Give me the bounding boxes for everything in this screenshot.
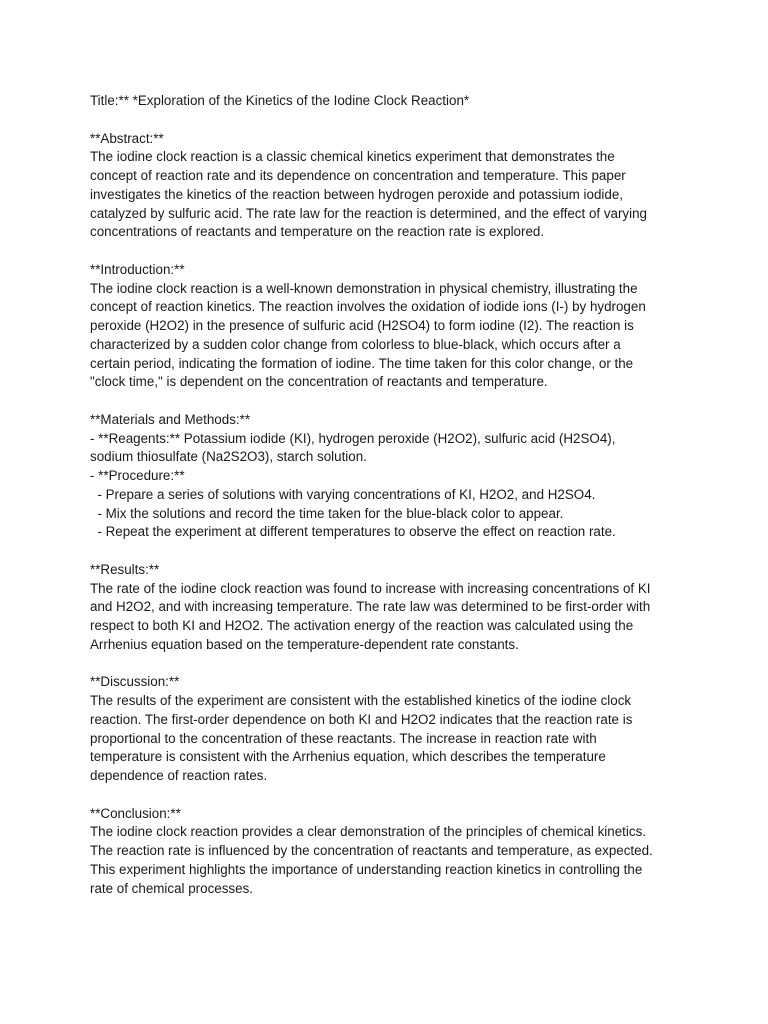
introduction-line: The iodine clock reaction is a well-known demonstration in physical chemistry, illustrating the: [90, 280, 638, 296]
spacer: [90, 542, 690, 561]
document-title: Title:** *Exploration of the Kinetics of the Iodine Clock Reaction*: [90, 93, 470, 108]
conclusion-line: The iodine clock reaction provides a clear demonstration of the principles of chemical kinetics.: [90, 824, 646, 840]
conclusion-line: This experiment highlights the importance of understanding reaction kinetics in controlling the: [90, 861, 643, 877]
procedure-step: - Repeat the experiment at different temperatures to observe the effect on reaction rate.: [90, 524, 616, 540]
abstract-line: concentrations of reactants and temperature on the reaction rate is explored.: [90, 224, 545, 240]
section-heading-results: **Results:**: [90, 561, 160, 577]
introduction-line: peroxide (H2O2) in the presence of sulfuric acid (H2SO4) to form iodine (I2). The reaction is: [90, 318, 634, 333]
spacer: [90, 111, 690, 130]
introduction-section: [90, 261, 690, 392]
introduction-line: "clock time," is dependent on the concentration of reactants and temperature.: [90, 374, 548, 390]
materials-line: sodium thiosulfate (Na2S2O3), starch solution.: [90, 449, 367, 465]
abstract-line: concept of reaction rate and its dependence on concentration and temperature. This paper: [90, 168, 626, 183]
discussion-section: [90, 673, 690, 786]
abstract-line: investigates the kinetics of the reaction between hydrogen peroxide and potassium iodide,: [90, 186, 623, 202]
introduction-line: concept of reaction kinetics. The reaction involves the oxidation of iodide ions (I-) by hydrogen: [90, 299, 646, 315]
document-page: [90, 92, 690, 898]
introduction-line: characterized by a sudden color change from colorless to blue-black, which occurs after a: [90, 336, 621, 352]
discussion-line: reaction. The first-order dependence on both KI and H2O2 indicates that the reaction rate is: [90, 711, 633, 727]
spacer: [90, 655, 690, 674]
conclusion-section: [90, 805, 690, 899]
results-section: [90, 561, 690, 655]
procedure-step: - Mix the solutions and record the time taken for the blue-black color to appear.: [90, 505, 564, 521]
materials-section: [90, 411, 690, 542]
discussion-line: The results of the experiment are consistent with the established kinetics of the iodine clock: [90, 693, 632, 708]
discussion-line: proportional to the concentration of these reactants. The increase in reaction rate with: [90, 730, 597, 746]
introduction-line: certain period, indicating the formation of iodine. The time taken for this color change, or the: [90, 355, 634, 371]
materials-line: - **Reagents:** Potassium iodide (KI), hydrogen peroxide (H2O2), sulfuric acid (H2SO4),: [90, 430, 616, 446]
spacer: [90, 242, 690, 261]
results-line: respect to both KI and H2O2. The activation energy of the reaction was calculated using the: [90, 618, 634, 633]
procedure-step: - Prepare a series of solutions with varying concentrations of KI, H2O2, and H2SO4.: [90, 486, 596, 502]
section-heading-abstract: **Abstract:**: [90, 130, 164, 146]
section-heading-introduction: **Introduction:**: [90, 261, 185, 277]
section-heading-discussion: **Discussion:**: [90, 674, 180, 690]
section-heading-materials: **Materials and Methods:**: [90, 411, 251, 427]
spacer: [90, 786, 690, 805]
results-line: and H2O2, and with increasing temperature. The rate law was determined to be first-order with: [90, 599, 651, 615]
spacer: [90, 392, 690, 411]
results-line: Arrhenius equation based on the temperature-dependent rate constants.: [90, 636, 519, 652]
conclusion-line: rate of chemical processes.: [90, 880, 253, 896]
abstract-line: The iodine clock reaction is a classic chemical kinetics experiment that demonstrates the: [90, 149, 615, 165]
abstract-section: [90, 130, 690, 243]
discussion-line: dependence of reaction rates.: [90, 768, 268, 783]
section-heading-conclusion: **Conclusion:**: [90, 805, 181, 821]
results-line: The rate of the iodine clock reaction was found to increase with increasing concentrations of KI: [90, 580, 651, 596]
abstract-line: catalyzed by sulfuric acid. The rate law for the reaction is determined, and the effect of varying: [90, 205, 647, 221]
conclusion-line: The reaction rate is influenced by the concentration of reactants and temperature, as expected.: [90, 843, 653, 858]
materials-line: - **Procedure:**: [90, 468, 185, 483]
discussion-line: temperature is consistent with the Arrhenius equation, which describes the temperature: [90, 749, 606, 765]
